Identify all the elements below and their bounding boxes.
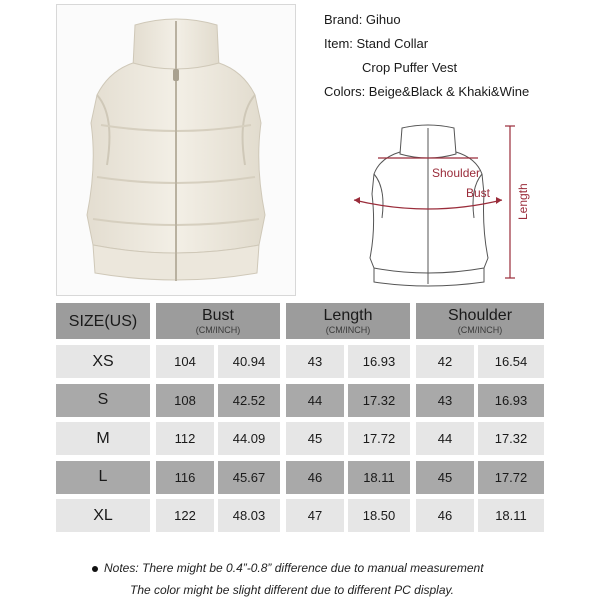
- cell-shoulder-in: 16.93: [478, 384, 544, 417]
- cell-size: XS: [56, 345, 150, 378]
- colors-text: Colors: Beige&Black & Khaki&Wine: [324, 84, 530, 99]
- puffer-vest-image: [57, 5, 295, 295]
- header-shoulder-text: Shoulder: [447, 306, 513, 324]
- cell-length-cm: 44: [286, 384, 344, 417]
- cell-size: L: [56, 461, 150, 494]
- header-shoulder-unit: (CM/INCH): [457, 324, 503, 335]
- item-text: Item: Stand Collar: [324, 36, 429, 51]
- header-size-text: SIZE(US): [68, 312, 138, 330]
- cell-length-in: 17.72: [348, 422, 410, 455]
- cell-length-in: 16.93: [348, 345, 410, 378]
- header-length: [286, 303, 410, 339]
- cell-size: S: [56, 384, 150, 417]
- cell-shoulder-cm: 43: [416, 384, 474, 417]
- notes-line1: Notes: There might be 0.4”-0.8” difference due to manual measurement: [104, 561, 484, 575]
- cell-length-cm: 47: [286, 499, 344, 532]
- header-bust-text: Bust: [201, 306, 234, 324]
- header-bust-unit: (CM/INCH): [195, 324, 241, 335]
- cell-length-cm: 45: [286, 422, 344, 455]
- product-photo: [56, 4, 296, 296]
- header-size: [56, 303, 150, 339]
- product-info: [324, 8, 529, 104]
- cell-shoulder-cm: 44: [416, 422, 474, 455]
- cell-length-in: 18.50: [348, 499, 410, 532]
- cell-length-in: 17.32: [348, 384, 410, 417]
- cell-bust-in: 45.67: [218, 461, 280, 494]
- header-shoulder: [416, 303, 544, 339]
- notes-line2: The color might be slight different due to different PC display.: [130, 583, 454, 597]
- bust-label: Bust: [466, 186, 491, 200]
- header-length-text: Length: [323, 306, 373, 324]
- length-label: Length: [516, 183, 530, 220]
- cell-bust-cm: 104: [156, 345, 214, 378]
- measurement-diagram: [350, 118, 550, 288]
- cell-bust-in: 40.94: [218, 345, 280, 378]
- header-length-unit: (CM/INCH): [325, 324, 371, 335]
- cell-shoulder-in: 16.54: [478, 345, 544, 378]
- header-bust: [156, 303, 280, 339]
- cell-shoulder-cm: 46: [416, 499, 474, 532]
- cell-bust-cm: 122: [156, 499, 214, 532]
- cell-bust-in: 48.03: [218, 499, 280, 532]
- cell-shoulder-cm: 45: [416, 461, 474, 494]
- cell-bust-in: 44.09: [218, 422, 280, 455]
- cell-bust-cm: 108: [156, 384, 214, 417]
- cell-length-cm: 43: [286, 345, 344, 378]
- cell-bust-cm: 116: [156, 461, 214, 494]
- cell-size: XL: [56, 499, 150, 532]
- cell-bust-cm: 112: [156, 422, 214, 455]
- cell-shoulder-cm: 42: [416, 345, 474, 378]
- item-text-line2: Crop Puffer Vest: [362, 60, 458, 75]
- cell-shoulder-in: 17.32: [478, 422, 544, 455]
- cell-length-in: 18.11: [348, 461, 410, 494]
- bullet-icon: [92, 566, 98, 572]
- cell-shoulder-in: 18.11: [478, 499, 544, 532]
- shoulder-label: Shoulder: [432, 166, 481, 180]
- cell-shoulder-in: 17.72: [478, 461, 544, 494]
- cell-size: M: [56, 422, 150, 455]
- cell-bust-in: 42.52: [218, 384, 280, 417]
- brand-text: Brand: Gihuo: [324, 12, 401, 27]
- cell-length-cm: 46: [286, 461, 344, 494]
